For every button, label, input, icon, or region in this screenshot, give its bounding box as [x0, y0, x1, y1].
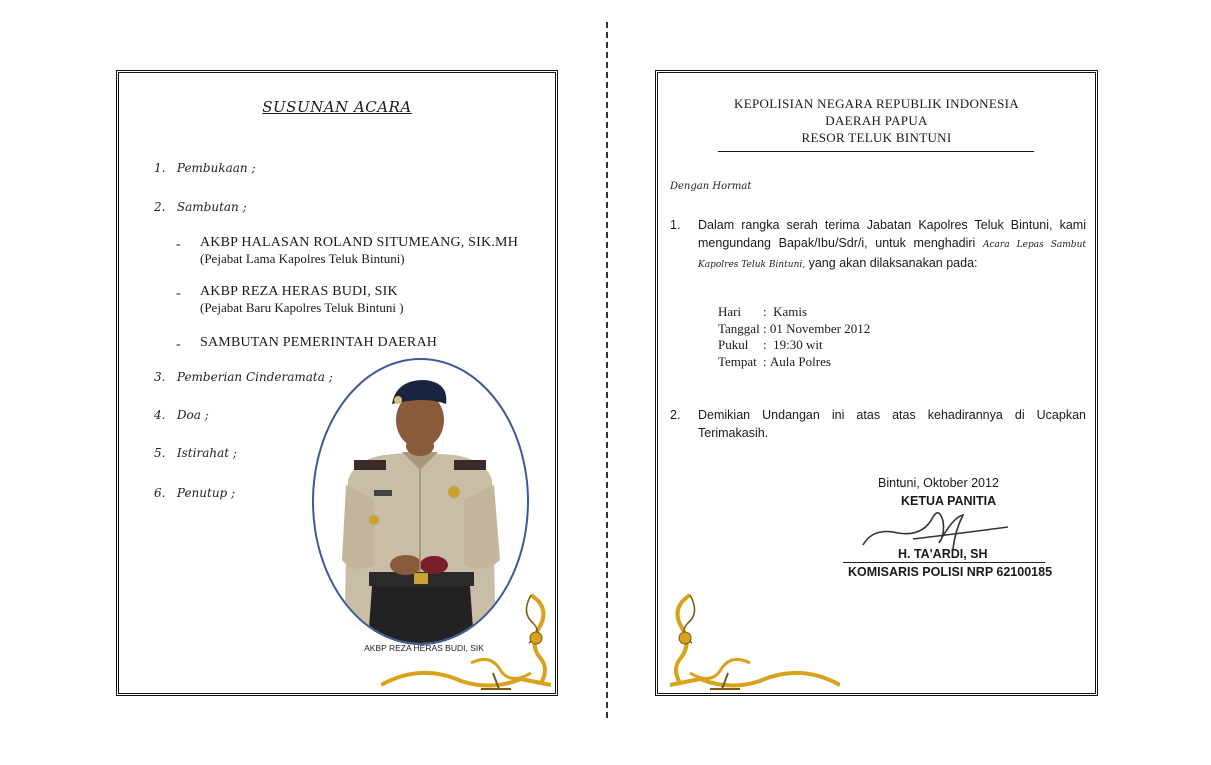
header-line: KEPOLISIAN NEGARA REPUBLIK INDONESIA — [734, 96, 1019, 111]
speaker-role: (Pejabat Lama Kapolres Teluk Bintuni) — [200, 251, 405, 266]
speaker-entry — [200, 335, 437, 351]
event-name: Acara Lepas Sambut Kapolres Teluk Bintuni, — [698, 240, 1086, 270]
closing-paragraph: Demikian Undangan ini atas atas kehadirannya di Ucapkan Terimakasih. — [698, 408, 1086, 440]
agenda-item: 3. Pemberian Cinderamata ; — [154, 370, 333, 384]
photo-caption: AKBP REZA HERAS BUDI, SIK — [364, 643, 484, 653]
signer-rank: KOMISARIS POLISI NRP 62100185 — [848, 565, 1053, 579]
signature-line — [843, 562, 1045, 563]
agenda-item: 2. Sambutan ; — [154, 200, 247, 214]
header-line: DAERAH PAPUA — [825, 113, 928, 128]
invitation-card — [655, 70, 1098, 696]
para-number: 2. — [670, 408, 681, 422]
detail-row: Tempat : Aula Polres — [718, 353, 831, 369]
agenda-item: 4. Doa ; — [154, 408, 209, 422]
agenda-item: 6. Penutup ; — [154, 486, 236, 500]
salutation: Dengan Hormat — [670, 181, 752, 192]
header-line: RESOR TELUK BINTUNI — [801, 130, 952, 145]
signer-name: H. TA'ARDI, SH — [898, 547, 988, 561]
invitation-paragraph: Dalam rangka serah terima Jabatan Kapolres Teluk Bintuni, kami mengundang Bapak/Ibu/Sdr/i, untuk menghadiri Acara Lepas Sambut Kapolres Teluk Bintuni, yang akan dilaksanakan pada: — [698, 218, 1086, 270]
speaker-entry — [200, 284, 404, 316]
speaker-entry: - — [176, 337, 181, 352]
place-date: Bintuni, Oktober 2012 — [878, 476, 999, 490]
event-details — [718, 304, 870, 370]
speaker-role: (Pejabat Baru Kapolres Teluk Bintuni ) — [200, 300, 404, 315]
speaker-entry: - — [176, 286, 181, 301]
para-number: 1. — [670, 218, 681, 232]
committee-title: KETUA PANITIA — [901, 494, 997, 508]
agenda-item: 1. Pembukaan ; — [154, 161, 256, 175]
program-title: SUSUNAN ACARA — [262, 98, 412, 116]
program-card — [116, 70, 558, 696]
detail-row: Tanggal : 01 November 2012 — [718, 320, 871, 336]
corner-ornament-icon — [664, 593, 840, 693]
header-divider — [718, 151, 1034, 152]
speaker-name: SAMBUTAN PEMERINTAH DAERAH — [200, 335, 438, 350]
speaker-entry — [200, 235, 518, 267]
speaker-name: AKBP REZA HERAS BUDI, SIK — [200, 284, 398, 299]
detail-row: Pukul : 19:30 wit — [718, 337, 823, 352]
detail-row: Hari : Kamis — [718, 304, 808, 319]
speaker-entry: - — [176, 237, 181, 252]
speaker-name: AKBP HALASAN ROLAND SITUMEANG, SIK.MH — [200, 235, 519, 250]
agenda-item: 5. Istirahat ; — [154, 446, 237, 460]
fold-line — [606, 22, 608, 718]
corner-ornament-icon — [381, 593, 557, 693]
